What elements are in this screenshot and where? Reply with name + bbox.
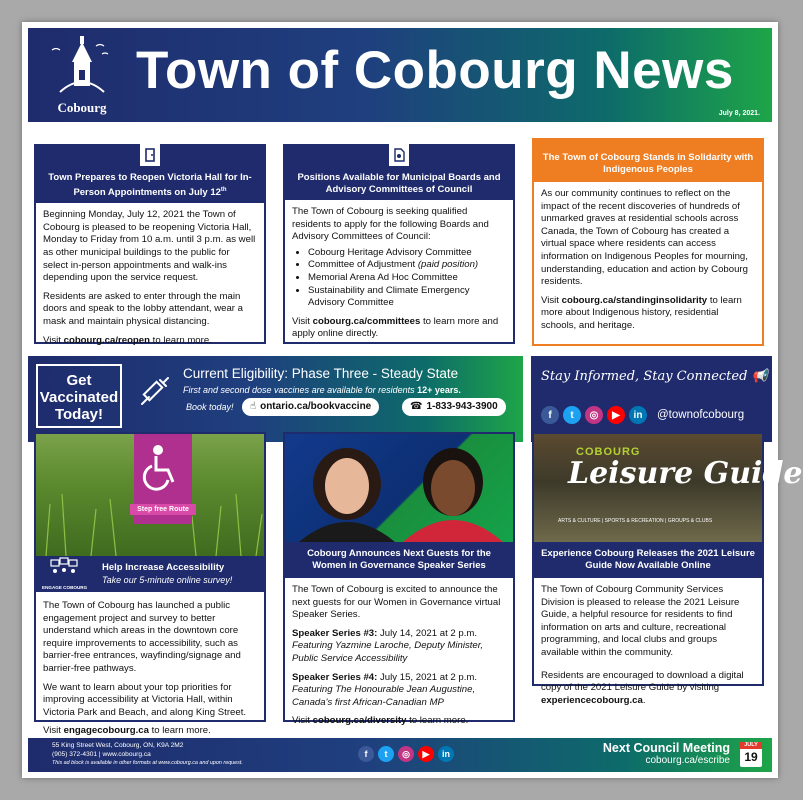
- step-free-sign: [134, 434, 192, 524]
- calendar-icon: JULY 19: [740, 742, 762, 767]
- next-council-meeting: Next Council Meeting cobourg.ca/escribe: [602, 741, 730, 766]
- visit-line: Visit cobourg.ca/reopen to learn more.: [43, 334, 212, 346]
- article-accessibility: [34, 432, 266, 737]
- article-speakers: [283, 432, 515, 727]
- visit-line: Visit cobourg.ca/diversity to learn more.: [292, 715, 469, 727]
- facebook-icon[interactable]: f: [541, 406, 559, 424]
- document-icon: [387, 144, 411, 168]
- engage-banner: [36, 556, 264, 592]
- speaker-portrait-left: [299, 448, 395, 542]
- town-hall-icon: [42, 32, 122, 102]
- facebook-icon[interactable]: f: [358, 746, 374, 762]
- twitter-icon[interactable]: t: [378, 746, 394, 762]
- vaccine-banner: [28, 356, 523, 442]
- youtube-icon[interactable]: ▶: [607, 406, 625, 424]
- cover-tags: ARTS & CULTURE | SPORTS & RECREATION | GROUPS & CLUBS: [558, 518, 713, 524]
- engage-link[interactable]: engagecobourg.ca: [63, 725, 149, 737]
- visit-line: Visit cobourg.ca/standinginsolidarity to learn more about Indigenous history, residential schools, and heritage.: [541, 294, 742, 331]
- article-victoria-hall: [34, 144, 266, 344]
- stay-connected-headline: Stay Informed, Stay Connected 📢: [541, 369, 768, 384]
- cobourg-logo: [42, 32, 122, 118]
- accessibility-subtitle: Take our 5-minute online survey!: [102, 575, 233, 585]
- diversity-link[interactable]: cobourg.ca/diversity: [312, 715, 407, 727]
- article-leisure-guide: [532, 432, 803, 706]
- logo-wordmark: Cobourg: [57, 100, 107, 115]
- leisure-guide-cover: [534, 434, 803, 542]
- youtube-icon[interactable]: ▶: [418, 746, 434, 762]
- article-body: [534, 578, 762, 719]
- committee-list: [308, 247, 506, 310]
- committees-link[interactable]: cobourg.ca/committees: [312, 315, 421, 327]
- cover-brand: COBOURG: [576, 446, 641, 458]
- footer-address: 55 King Street West, Cobourg, ON, K9A 2M2 (905) 372-4301 | www.cobourg.ca This ad block is available in other formats at www.cobourg.ca and upon request.: [52, 742, 243, 766]
- article-title: Positions Available for Municipal Boards and Advisory Committees of Council: [285, 146, 513, 200]
- article-paragraph: As our community continues to reflect on the impact of the recent discoveries of hundreds of unmarked graves at residential schools across Canada, the Town of Cobourg has created a virtual space where residents can access information on Indigenous Peoples for mourning, understanding, education and action by Cobourg residents.: [541, 188, 748, 288]
- article-body: [534, 182, 762, 345]
- newsletter-sheet: [22, 22, 803, 778]
- vaccine-phone[interactable]: ☎ 1-833-943-3900: [402, 398, 506, 416]
- social-links: [541, 406, 744, 424]
- group-icon: [49, 556, 79, 578]
- phone-icon: ☎: [410, 401, 423, 412]
- page-title: Town of Cobourg News: [136, 41, 734, 100]
- article-solidarity: [532, 138, 764, 346]
- list-item: • Cobourg Heritage Advisory Committee: [308, 247, 506, 260]
- stay-connected-panel: [531, 356, 772, 442]
- engage-cobourg-badge: ENGAGE COBOURG: [44, 556, 84, 592]
- accessibility-photo: [36, 434, 264, 556]
- article-title: Town Prepares to Reopen Victoria Hall for In-Person Appointments on July 12th: [36, 146, 264, 203]
- article-positions: [283, 144, 515, 344]
- accessibility-title: Help Increase Accessibility: [102, 562, 225, 573]
- linkedin-icon[interactable]: in: [629, 406, 647, 424]
- cover-title: Leisure Guide: [568, 456, 803, 491]
- reopen-link[interactable]: cobourg.ca/reopen: [63, 334, 150, 346]
- eligibility-headline: Current Eligibility: Phase Three - Steady State: [183, 366, 459, 381]
- list-item: • Sustainability and Climate Emergency Advisory Committee: [308, 285, 506, 310]
- list-item: • Committee of Adjustment (paid position): [308, 259, 506, 272]
- solidarity-link[interactable]: cobourg.ca/standinginsolidarity: [561, 294, 708, 306]
- instagram-icon[interactable]: ◎: [398, 746, 414, 762]
- eligibility-subtext: First and second dose vaccines are available for residents 12+ years.: [183, 385, 461, 395]
- wheelchair-icon: [134, 434, 192, 496]
- visit-line: Visit engagecobourg.ca to learn more.: [43, 725, 211, 737]
- article-body: [285, 200, 513, 353]
- footer-banner: [28, 738, 772, 772]
- article-paragraph: Beginning Monday, July 12, 2021 the Town of Cobourg is pleased to be reopening Victoria Hall, Monday to Friday from 10 a.m. until 3 p.m. as well as other municipal buildings to the public for select in-person appointments and walk-ins depending upon the service request.: [43, 209, 256, 284]
- header-banner: [28, 28, 772, 122]
- megaphone-icon: 📢: [751, 369, 768, 384]
- social-handle: @townofcobourg: [657, 409, 745, 421]
- visit-line: Visit cobourg.ca/committees to learn more and apply online directly.: [292, 315, 499, 340]
- footer-social-links: [358, 746, 454, 762]
- list-item: • Memorial Arena Ad Hoc Committee: [308, 272, 506, 285]
- escribe-link[interactable]: cobourg.ca/escribe: [645, 755, 730, 766]
- article-body: [285, 578, 513, 740]
- article-title: Experience Cobourg Releases the 2021 Leisure Guide Now Available Online: [534, 542, 762, 578]
- book-vaccine-link[interactable]: ☝ ontario.ca/bookvaccine: [242, 398, 379, 416]
- article-paragraph: The Town of Cobourg Community Services Division is pleased to release the 2021 Leisure Guide, a helpful resource for residents to find information on arts and culture, recreational programming, and local clubs and groups available within the community.: [541, 584, 740, 658]
- speaker-portrait-right: [403, 448, 503, 542]
- speakers-photo: [285, 434, 513, 542]
- instagram-icon[interactable]: ◎: [585, 406, 603, 424]
- experience-link[interactable]: experiencecobourg.ca: [541, 694, 643, 706]
- vaccine-badge: Get Vaccinated Today!: [36, 364, 122, 428]
- article-paragraph: The Town of Cobourg is seeking qualified residents to apply for the following Boards and Advisory Committees of Council:: [292, 206, 489, 243]
- issue-date: July 8, 2021.: [718, 110, 760, 117]
- door-icon: [138, 144, 162, 168]
- article-body: [36, 594, 264, 750]
- linkedin-icon[interactable]: in: [438, 746, 454, 762]
- pointer-icon: ☝: [250, 401, 257, 412]
- syringe-icon: [138, 374, 172, 408]
- twitter-icon[interactable]: t: [563, 406, 581, 424]
- article-paragraph: We want to learn about your top priorities for improving accessibility at Victoria Hall, within Victoria Park and Beach, and along King Street.: [43, 681, 247, 718]
- speaker-series-3: Speaker Series #3: July 14, 2021 at 2 p.m. Featuring Yazmine Laroche, Deputy Minister, Public Service Accessibility: [292, 627, 484, 664]
- visit-line: Residents are encouraged to download a digital copy of the 2021 Leisure Guide by visiting experiencecobourg.ca.: [541, 669, 744, 706]
- article-paragraph: The Town of Cobourg is excited to announce the next guests for our Women in Governance virtual Speaker Series.: [292, 584, 501, 621]
- article-paragraph: The Town of Cobourg has launched a public engagement project and survey to better understand which areas in the downtown core require improvements to accessibility, such as barrier-free entrances, wayfinding/signage and barrier-free pathways.: [43, 600, 241, 674]
- article-paragraph: Residents are asked to enter through the main doors and speak to the lobby attendant, wear a mask and maintain physical distancing.: [43, 290, 244, 327]
- article-body: [36, 203, 264, 359]
- book-today-label: Book today!: [186, 402, 234, 412]
- sign-caption: Step free Route: [130, 504, 196, 515]
- speaker-series-4: Speaker Series #4: July 15, 2021 at 2 p.m. Featuring The Honourable Jean Augustine, Canada's first African-Canadian MP: [292, 671, 478, 708]
- article-title: The Town of Cobourg Stands in Solidarity with Indigenous Peoples: [534, 140, 762, 182]
- article-title: Cobourg Announces Next Guests for the Women in Governance Speaker Series: [285, 542, 513, 578]
